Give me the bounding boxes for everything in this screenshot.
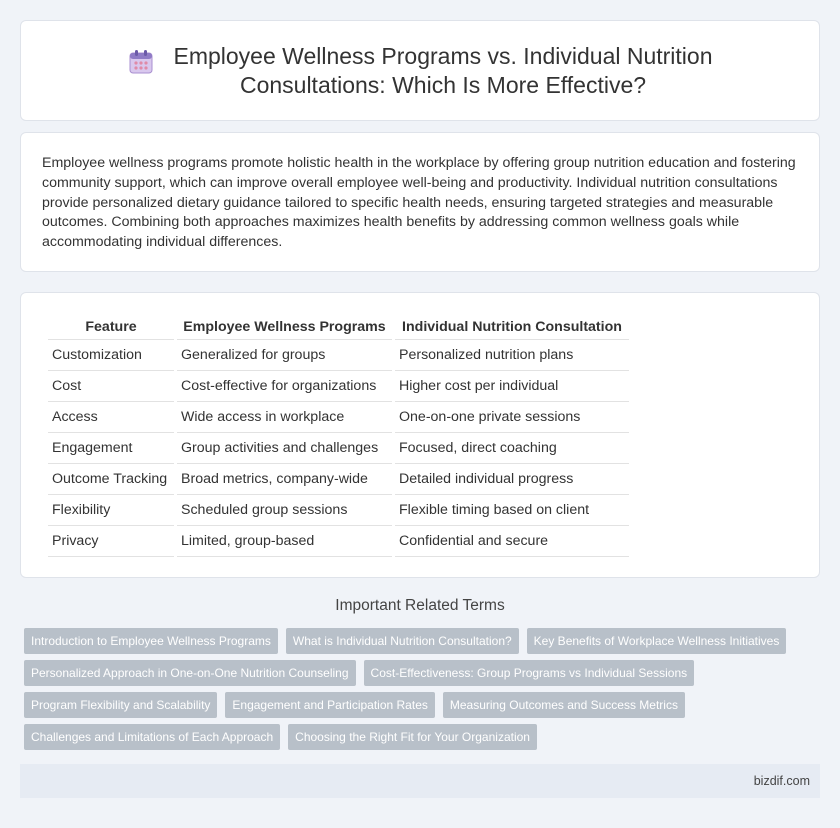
table-cell: Confidential and secure <box>395 526 629 557</box>
related-term-link[interactable]: Challenges and Limitations of Each Approach <box>24 724 280 750</box>
table-cell: Focused, direct coaching <box>395 433 629 464</box>
table-cell: Broad metrics, company-wide <box>177 464 392 495</box>
table-cell: Customization <box>48 340 174 371</box>
table-row <box>48 340 629 371</box>
table-cell: Generalized for groups <box>177 340 392 371</box>
table-cell: Flexible timing based on client <box>395 495 629 526</box>
table-cell: One-on-one private sessions <box>395 402 629 433</box>
related-term-link[interactable]: Cost-Effectiveness: Group Programs vs Individual Sessions <box>364 660 695 686</box>
related-term-link[interactable]: Choosing the Right Fit for Your Organization <box>288 724 537 750</box>
table-cell: Cost <box>48 371 174 402</box>
header-wellness-programs: Employee Wellness Programs <box>177 317 392 340</box>
calendar-icon <box>127 48 155 76</box>
footer-site-link[interactable]: bizdif.com <box>753 774 810 788</box>
related-term-link[interactable]: Introduction to Employee Wellness Programs <box>24 628 278 654</box>
header-nutrition-consultation: Individual Nutrition Consultation <box>395 317 629 340</box>
related-term-link[interactable]: Key Benefits of Workplace Wellness Initiatives <box>527 628 787 654</box>
table-row <box>48 495 629 526</box>
table-cell: Personalized nutrition plans <box>395 340 629 371</box>
table-row <box>48 433 629 464</box>
intro-card <box>20 132 820 272</box>
table-cell: Detailed individual progress <box>395 464 629 495</box>
related-terms-title: Important Related Terms <box>335 597 505 614</box>
title-wrap <box>127 42 712 100</box>
table-row <box>48 371 629 402</box>
related-term-link[interactable]: Engagement and Participation Rates <box>225 692 434 718</box>
comparison-table <box>45 317 632 557</box>
table-row <box>48 464 629 495</box>
table-row <box>48 402 629 433</box>
related-term-link[interactable]: Personalized Approach in One-on-One Nutrition Counseling <box>24 660 356 686</box>
table-cell: Wide access in workplace <box>177 402 392 433</box>
intro-paragraph: Employee wellness programs promote holistic health in the workplace by offering group nutrition education and fostering community support, which can improve overall employee well-being and productivity. Individual nutrition consultations provide personalized dietary guidance tailored to specific health needs, ensuring targeted strategies and measurable outcomes. Combining both approaches maximizes health benefits by addressing common wellness goals while accommodating individual differences. <box>42 155 796 251</box>
table-cell: Limited, group-based <box>177 526 392 557</box>
table-cell: Flexibility <box>48 495 174 526</box>
table-cell: Privacy <box>48 526 174 557</box>
table-cell: Outcome Tracking <box>48 464 174 495</box>
header-feature: Feature <box>48 317 174 340</box>
page-title-line2: Consultations: Which Is More Effective? <box>239 71 647 98</box>
table-cell: Higher cost per individual <box>395 371 629 402</box>
table-header-row <box>48 317 629 340</box>
page-title-line1: Employee Wellness Programs vs. Individual Nutrition <box>173 42 713 69</box>
table-cell: Cost-effective for organizations <box>177 371 392 402</box>
table-row <box>48 526 629 557</box>
related-term-link[interactable]: Measuring Outcomes and Success Metrics <box>443 692 685 718</box>
table-cell: Engagement <box>48 433 174 464</box>
footer <box>20 764 820 798</box>
comparison-table-card <box>20 292 820 578</box>
table-cell: Access <box>48 402 174 433</box>
header-card <box>20 20 820 121</box>
related-terms-list <box>24 628 804 750</box>
related-term-link[interactable]: What is Individual Nutrition Consultation? <box>286 628 519 654</box>
related-term-link[interactable]: Program Flexibility and Scalability <box>24 692 217 718</box>
page-title <box>173 42 712 100</box>
table-cell: Scheduled group sessions <box>177 495 392 526</box>
table-cell: Group activities and challenges <box>177 433 392 464</box>
